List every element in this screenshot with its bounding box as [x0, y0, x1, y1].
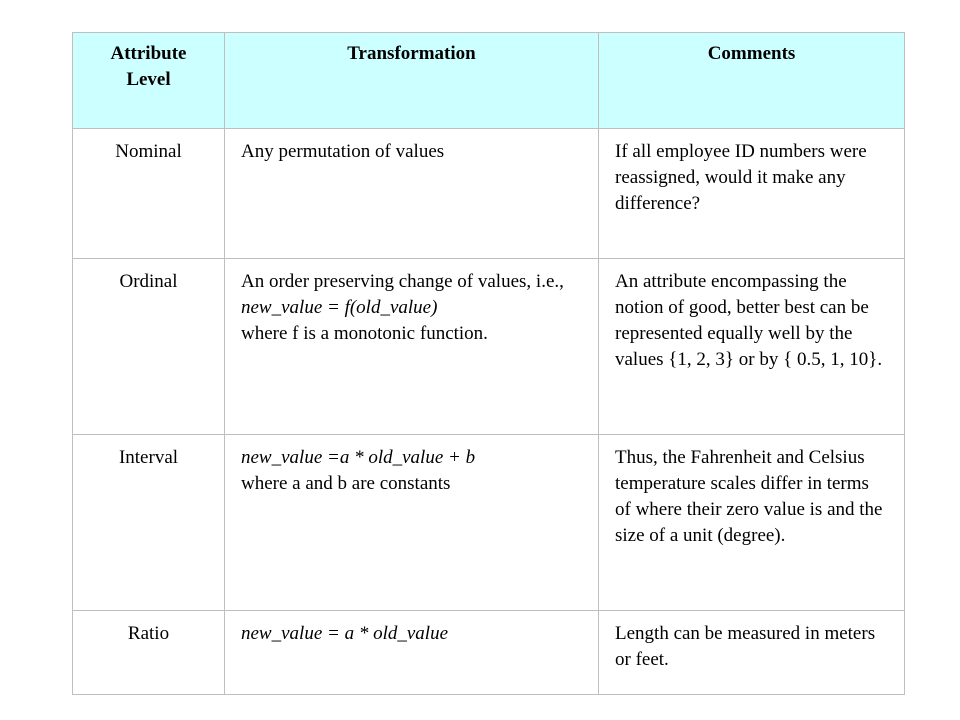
transformation-cell	[225, 259, 599, 435]
header-comments: Comments	[599, 33, 905, 129]
transformation-cell	[225, 611, 599, 695]
transformation-formula: new_value = f(old_value)	[241, 297, 438, 318]
comment-cell: Thus, the Fahrenheit and Celsius temperature scales differ in terms of where their zero value is and the size of a unit (degree).	[599, 435, 905, 611]
level-cell: Ratio	[73, 611, 225, 695]
table-row-ratio	[73, 611, 905, 695]
level-cell: Interval	[73, 435, 225, 611]
transformation-cell	[225, 129, 599, 259]
table-row-interval	[73, 435, 905, 611]
attribute-levels-table	[72, 32, 905, 695]
transformation-text: Any permutation of values	[241, 141, 445, 162]
transformation-note: where a and b are constants	[241, 473, 451, 494]
table-row-nominal	[73, 129, 905, 259]
comment-cell: Length can be measured in meters or feet.	[599, 611, 905, 695]
header-attribute-level: Attribute Level	[73, 33, 225, 129]
comment-cell: If all employee ID numbers were reassigned, would it make any difference?	[599, 129, 905, 259]
level-cell: Ordinal	[73, 259, 225, 435]
table-row-ordinal	[73, 259, 905, 435]
transformation-formula: new_value =a * old_value + b	[241, 447, 476, 468]
header-transformation: Transformation	[225, 33, 599, 129]
transformation-cell	[225, 435, 599, 611]
transformation-formula: new_value = a * old_value	[241, 623, 448, 644]
level-cell: Nominal	[73, 129, 225, 259]
comment-cell: An attribute encompassing the notion of good, better best can be represented equally well by the values {1, 2, 3} or by { 0.5, 1, 10}.	[599, 259, 905, 435]
transformation-text: An order preserving change of values, i.e.,	[241, 271, 564, 292]
transformation-note: where f is a monotonic function.	[241, 323, 488, 344]
header-row	[73, 33, 905, 129]
